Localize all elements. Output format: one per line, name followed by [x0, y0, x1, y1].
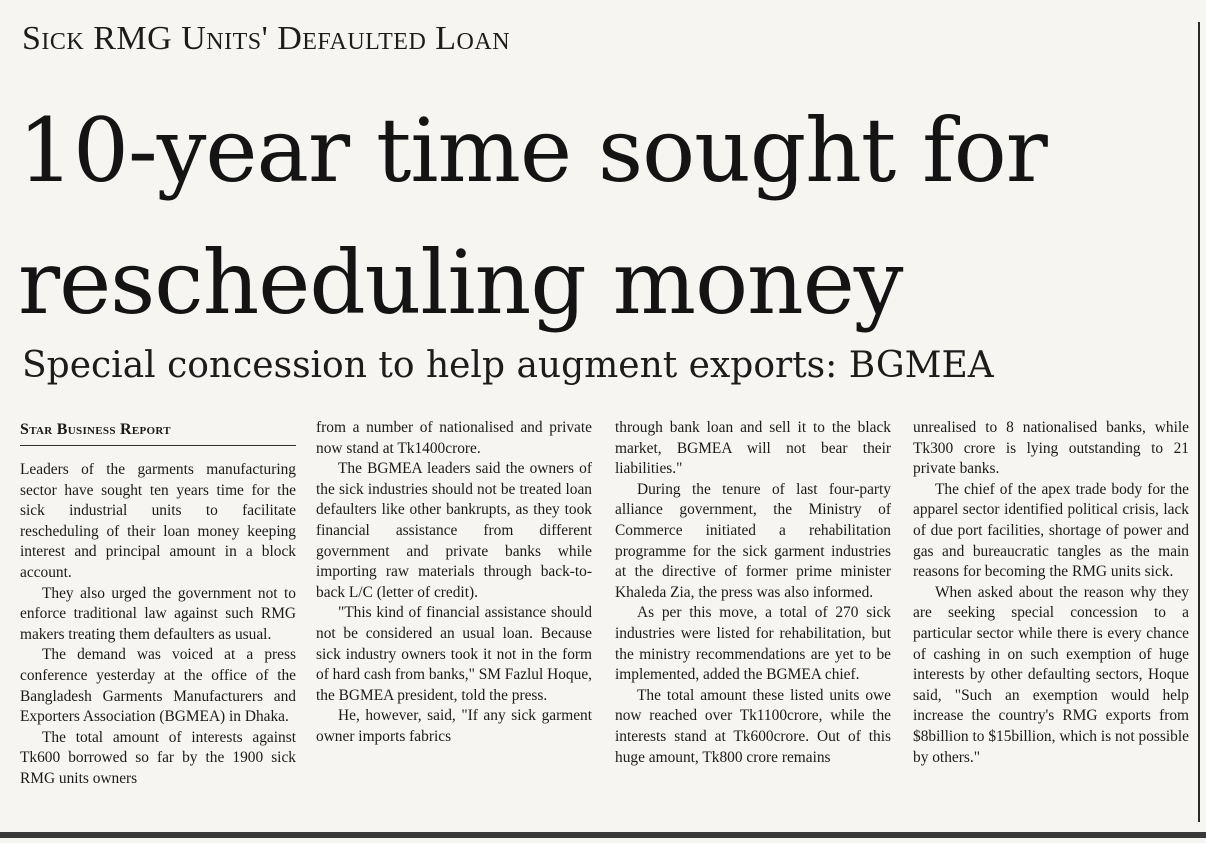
paragraph: The total amount of interests against Tk600 borrowed so far by the 1900 sick RMG units owners	[20, 728, 296, 787]
subheadline: Special concession to help augment exports: BGMEA	[22, 345, 994, 386]
article-column-2	[316, 418, 592, 830]
paragraph: The BGMEA leaders said the owners of the sick industries should not be treated loan defaulters like other bankrupts, as they took financial assistance from different government and private banks while importing raw materials through back-to-back L/C (letter of credit).	[316, 460, 592, 601]
paragraph: unrealised to 8 nationalised banks, while Tk300 crore is lying outstanding to 21 private banks.	[913, 419, 1189, 478]
paragraph: When asked about the reason why they are seeking special concession to a particular sector while there is every chance of cashing in on such exemption of huge interests by other defaulting sectors, Hoque said, "Such an exemption would help increase the country's RMG exports from $8billion to $15billion, which is not possible by others."	[913, 583, 1189, 766]
article-column-3	[615, 418, 891, 830]
paragraph: As per this move, a total of 270 sick industries were listed for rehabilitation, but the ministry recommendations are yet to be implemented, added the BGMEA chief.	[615, 604, 891, 684]
paragraph: He, however, said, "If any sick garment owner imports fabrics	[316, 707, 592, 745]
bottom-border-rule	[0, 832, 1206, 838]
paragraph: Leaders of the garments manufacturing sector have sought ten years time for the sick industrial units to facilitate rescheduling of their loan money keeping interest and principal amount in a block account.	[20, 461, 296, 581]
main-headline: 10-year time sought for rescheduling money	[18, 99, 1047, 334]
paragraph: They also urged the government not to enforce traditional law against such RMG makers treating them defaulters as usual.	[20, 584, 296, 643]
paragraph: The chief of the apex trade body for the apparel sector identified political crisis, lack of due port facilities, shortage of power and gas and bureaucratic tangles as the main reasons for becoming the RMG units sick.	[913, 480, 1189, 581]
article-column-1	[20, 460, 296, 830]
paragraph: The demand was voiced at a press conference yesterday at the office of the Bangladesh Garments Manufacturers and Exporters Association (BGMEA) in Dhaka.	[20, 646, 296, 726]
article-column-4	[913, 418, 1189, 830]
column-divider-rule	[1198, 22, 1200, 822]
paragraph: "This kind of financial assistance should not be considered an usual loan. Because sick industry owners took it not in the form of hard cash from banks," SM Fazlul Hoque, the BGMEA president, told the press.	[316, 604, 592, 704]
paragraph: During the tenure of last four-party alliance government, the Ministry of Commerce initiated a rehabilitation programme for the sick garment industries at the directive of former prime minister Khaleda Zia, the press was also informed.	[615, 480, 891, 601]
byline: Star Business Report	[20, 421, 296, 446]
paragraph: The total amount these listed units owe now reached over Tk1100crore, while the interests stand at Tk600crore. Out of this huge amount, Tk800 crore remains	[615, 686, 891, 766]
paragraph: from a number of nationalised and private now stand at Tk1400crore.	[316, 419, 592, 457]
paragraph: through bank loan and sell it to the black market, BGMEA will not bear their liabilities."	[615, 419, 891, 478]
kicker-heading: Sick RMG Units' Defaulted Loan	[22, 20, 511, 57]
